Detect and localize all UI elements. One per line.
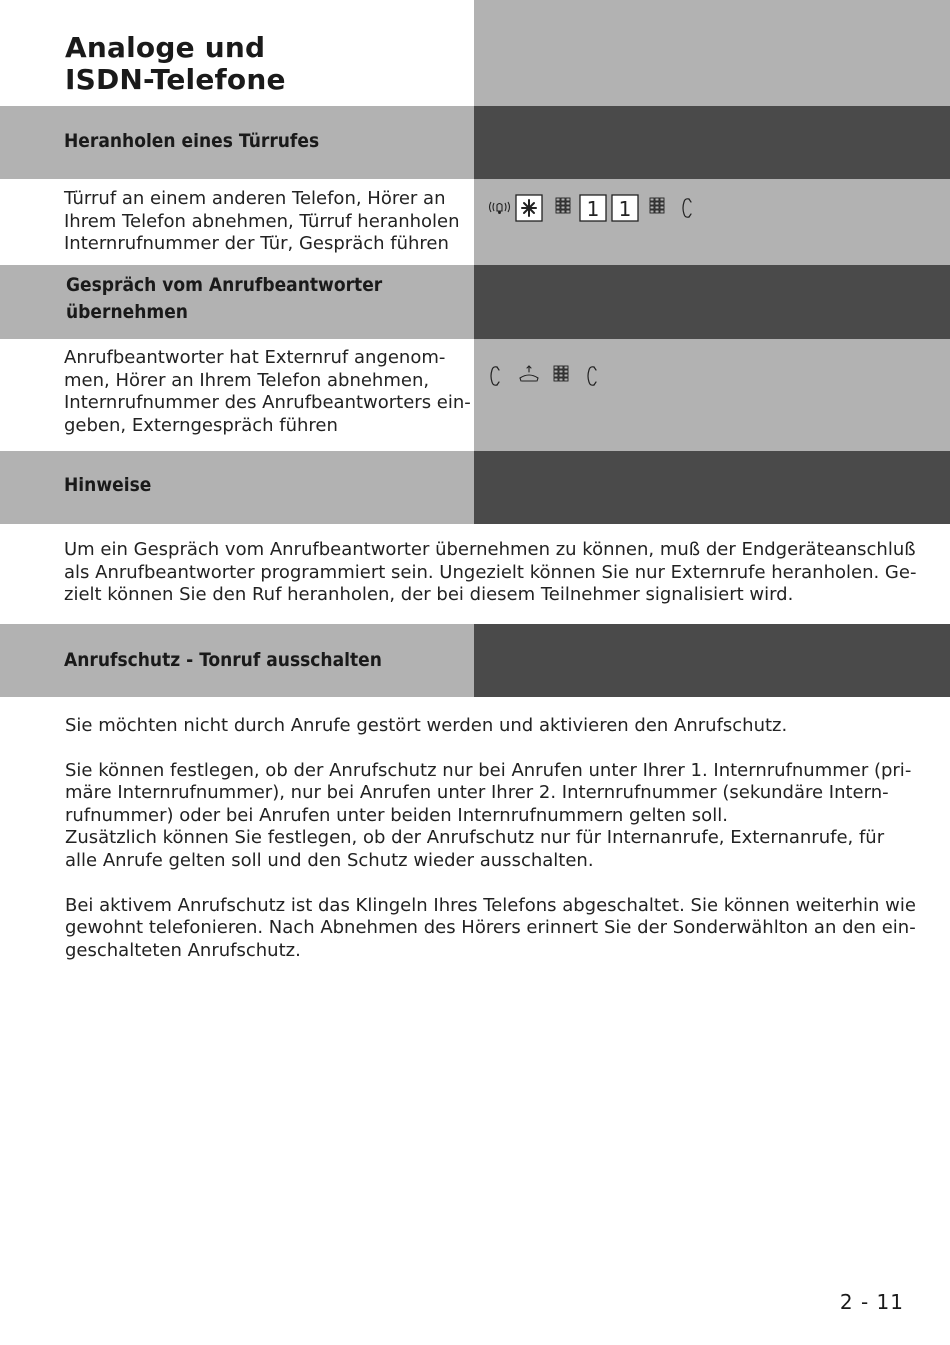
- text-line: märe Internrufnummer), nur bei Anrufen unter Ihrer 2. Internrufnummer (sekundäre Intern-: [65, 782, 889, 804]
- text-line: alle Anrufe gelten soll und den Schutz wieder ausschalten.: [65, 849, 594, 871]
- heading-band-door-call-right: [474, 106, 950, 179]
- text-line: geben, Externgespräch führen: [64, 414, 338, 436]
- heading-notes: Hinweise: [64, 474, 152, 496]
- notes-description: [64, 539, 934, 607]
- digit-key-1: [580, 195, 606, 221]
- heading-door-call: Heranholen eines Türrufes: [64, 130, 320, 152]
- text-line: Anrufbeantworter hat Externruf angenom-: [64, 347, 446, 368]
- page-number: 2 - 11: [839, 1290, 904, 1314]
- star-key: [516, 195, 542, 221]
- text-line: Um ein Gespräch vom Anrufbeantworter übernehmen zu können, muß der Endgeräteanschluß: [64, 539, 916, 560]
- heading-answering-machine: [66, 272, 382, 326]
- paragraph: [65, 895, 935, 963]
- keypad-icon: [650, 198, 664, 213]
- lift-handset-icon: [520, 366, 538, 381]
- heading-band-call-protection-right: [474, 624, 950, 697]
- keys-band-answering-machine: [474, 339, 950, 451]
- door-ring-icon: [490, 202, 510, 213]
- text-line: Zusätzlich können Sie festlegen, ob der Anrufschutz nur für Internanrufe, Externanrufe, für: [65, 827, 885, 849]
- handset-icon: [588, 367, 596, 385]
- digit-key-label: 1: [618, 197, 632, 221]
- text-line: Sie möchten nicht durch Anrufe gestört werden und aktivieren den Anrufschutz.: [65, 715, 788, 736]
- heading-line: Gespräch vom Anrufbeantworter: [66, 274, 383, 296]
- answering-machine-description: [64, 347, 476, 437]
- text-line: Ihrem Telefon abnehmen, Türruf heranholen: [64, 210, 460, 232]
- text-line: geschalteten Anrufschutz.: [65, 939, 301, 961]
- digit-key-1-second: [612, 195, 638, 221]
- door-call-description: [64, 188, 474, 256]
- call-protection-description: [65, 715, 935, 984]
- heading-call-protection: Anrufschutz - Tonruf ausschalten: [64, 649, 382, 671]
- heading-band-notes-right: [474, 451, 950, 524]
- page-title-line-2: ISDN-Telefone: [65, 63, 286, 96]
- right-column-top-band: [474, 0, 950, 106]
- keypad-icon: [554, 366, 568, 381]
- text-line: men, Hörer an Ihrem Telefon abnehmen,: [64, 369, 430, 391]
- page-title-line-1: Analoge und: [65, 31, 266, 64]
- heading-line: übernehmen: [66, 301, 188, 323]
- answering-machine-key-sequence: [484, 360, 614, 392]
- door-call-key-sequence: [484, 192, 704, 224]
- text-line: Sie können festlegen, ob der Anrufschutz nur bei Anrufen unter Ihrer 1. Internrufnummer (pri-: [65, 759, 912, 781]
- handset-icon: [683, 199, 691, 217]
- paragraph: [65, 760, 935, 873]
- handset-icon: [491, 367, 499, 385]
- text-line: zielt können Sie den Ruf heranholen, der bei diesem Teilnehmer signalisiert wird.: [64, 584, 794, 606]
- page-title: [65, 32, 465, 96]
- text-line: als Anrufbeantworter programmiert sein. Ungezielt können Sie nur Externrufe heranholen. Ge-: [64, 561, 917, 583]
- digit-key-label: 1: [586, 197, 600, 221]
- paragraph: [65, 715, 935, 738]
- text-line: Bei aktivem Anrufschutz ist das Klingeln Ihres Telefons abgeschaltet. Sie können weiterhin wie: [65, 894, 916, 916]
- text-line: gewohnt telefonieren. Nach Abnehmen des Hörers erinnert Sie der Sonderwählton an den ein-: [65, 917, 916, 939]
- text-line: Internrufnummer der Tür, Gespräch führen: [64, 233, 449, 255]
- heading-band-answering-machine-right: [474, 265, 950, 339]
- keypad-icon: [556, 198, 570, 213]
- text-line: Türruf an einem anderen Telefon, Hörer an: [64, 188, 446, 209]
- text-line: rufnummer) oder bei Anrufen unter beiden Internrufnummern gelten soll.: [65, 804, 728, 826]
- text-line: Internrufnummer des Anrufbeantworters ein-: [64, 392, 471, 414]
